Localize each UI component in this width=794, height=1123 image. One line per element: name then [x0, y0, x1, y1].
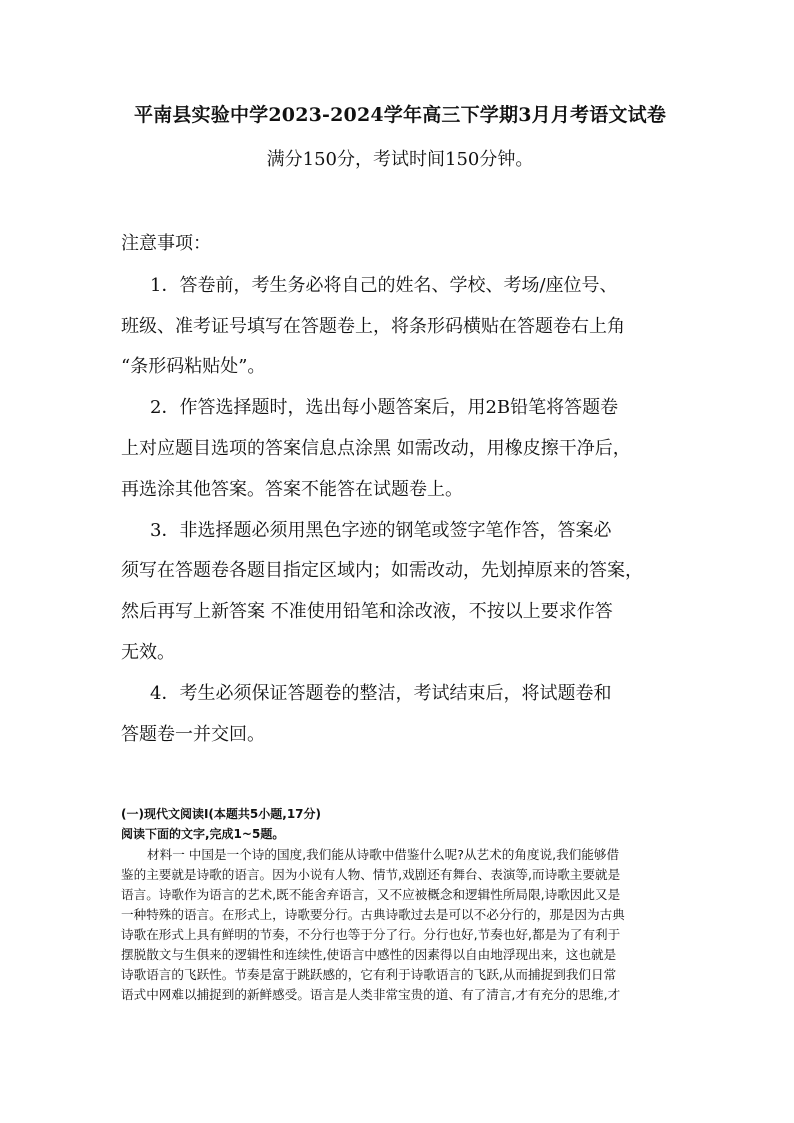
notice-line: 3．非选择题必须用黑色字迹的钢笔或签字笔作答，答案必 — [150, 520, 612, 541]
notice-line: 上对应题目选项的答案信息点涂黑 如需改动，用橡皮擦干净后， — [121, 438, 631, 459]
passage-line: 诗歌在形式上具有鲜明的节奏，不分行也等于分了行。分行也好,节奏也好,都是为了有利于 — [121, 927, 621, 942]
notice-line: 须写在答题卷各题目指定区域内；如需改动，先划掉原来的答案， — [121, 560, 643, 581]
passage-line: 摆脱散文与生俱来的逻辑性和连续性,使语言中感性的因素得以自由地浮现出来，这也就是 — [121, 947, 617, 962]
notice-line: 班级、准考证号填写在答题卷上，将条形码横贴在答题卷右上角 — [121, 316, 625, 337]
notice-line: 2．作答选择题时，选出每小题答案后，用2B铅笔将答题卷 — [150, 397, 619, 418]
notice-heading: 注意事项： — [121, 233, 211, 254]
passage-line: 诗歌语言的飞跃性。节奏是富于跳跃感的，它有利于诗歌语言的飞跃,从而捕捉到我们日常 — [121, 967, 617, 982]
passage-line: 语式中网难以捕捉到的新鲜感受。语言是人类非常宝贵的道、有了清言,才有充分的思维,才 — [121, 987, 621, 1002]
notice-line: 答题卷一并交回。 — [121, 724, 265, 745]
exam-info: 满分150分，考试时间150分钟。 — [266, 149, 534, 170]
page-title: 平南县实验中学2023-2024学年高三下学期3月月考语文试卷 — [133, 104, 667, 126]
passage-line: 一种特殊的语言。在形式上，诗歌要分行。古典诗歌过去是可以不必分行的，那是因为古典 — [121, 907, 625, 922]
passage-line: 鉴的主要就是诗歌的语言。因为小说有人物、情节,戏剧还有舞台、表演等,而诗歌主要就是 — [121, 867, 621, 882]
notice-line: 1．答卷前，考生务必将自己的姓名、学校、考场/座位号、 — [150, 275, 618, 296]
passage-line: 材料一 中国是一个诗的国度,我们能从诗歌中借鉴什么呢?从艺术的角度说,我们能够借 — [147, 847, 620, 862]
notice-line: 4．考生必须保证答题卷的整洁，考试结束后，将试题卷和 — [150, 683, 612, 704]
notice-line: 无效。 — [121, 642, 175, 663]
notice-line: 再选涂其他答案。答案不能答在试题卷上。 — [121, 479, 463, 500]
notice-line: 然后再写上新答案 不准使用铅笔和涂改液，不按以上要求作答 — [121, 601, 613, 622]
notice-line: “条形码粘贴处”。 — [121, 356, 266, 377]
section-heading: (一)现代文阅读Ⅰ(本题共5小题,17分) — [121, 807, 322, 821]
section-instruction: 阅读下面的文字,完成1~5题。 — [121, 827, 285, 841]
passage-line: 语言。诗歌作为语言的艺术,既不能舍弃语言，又不应被概念和逻辑性所局限,诗歌因此又是 — [121, 887, 621, 902]
